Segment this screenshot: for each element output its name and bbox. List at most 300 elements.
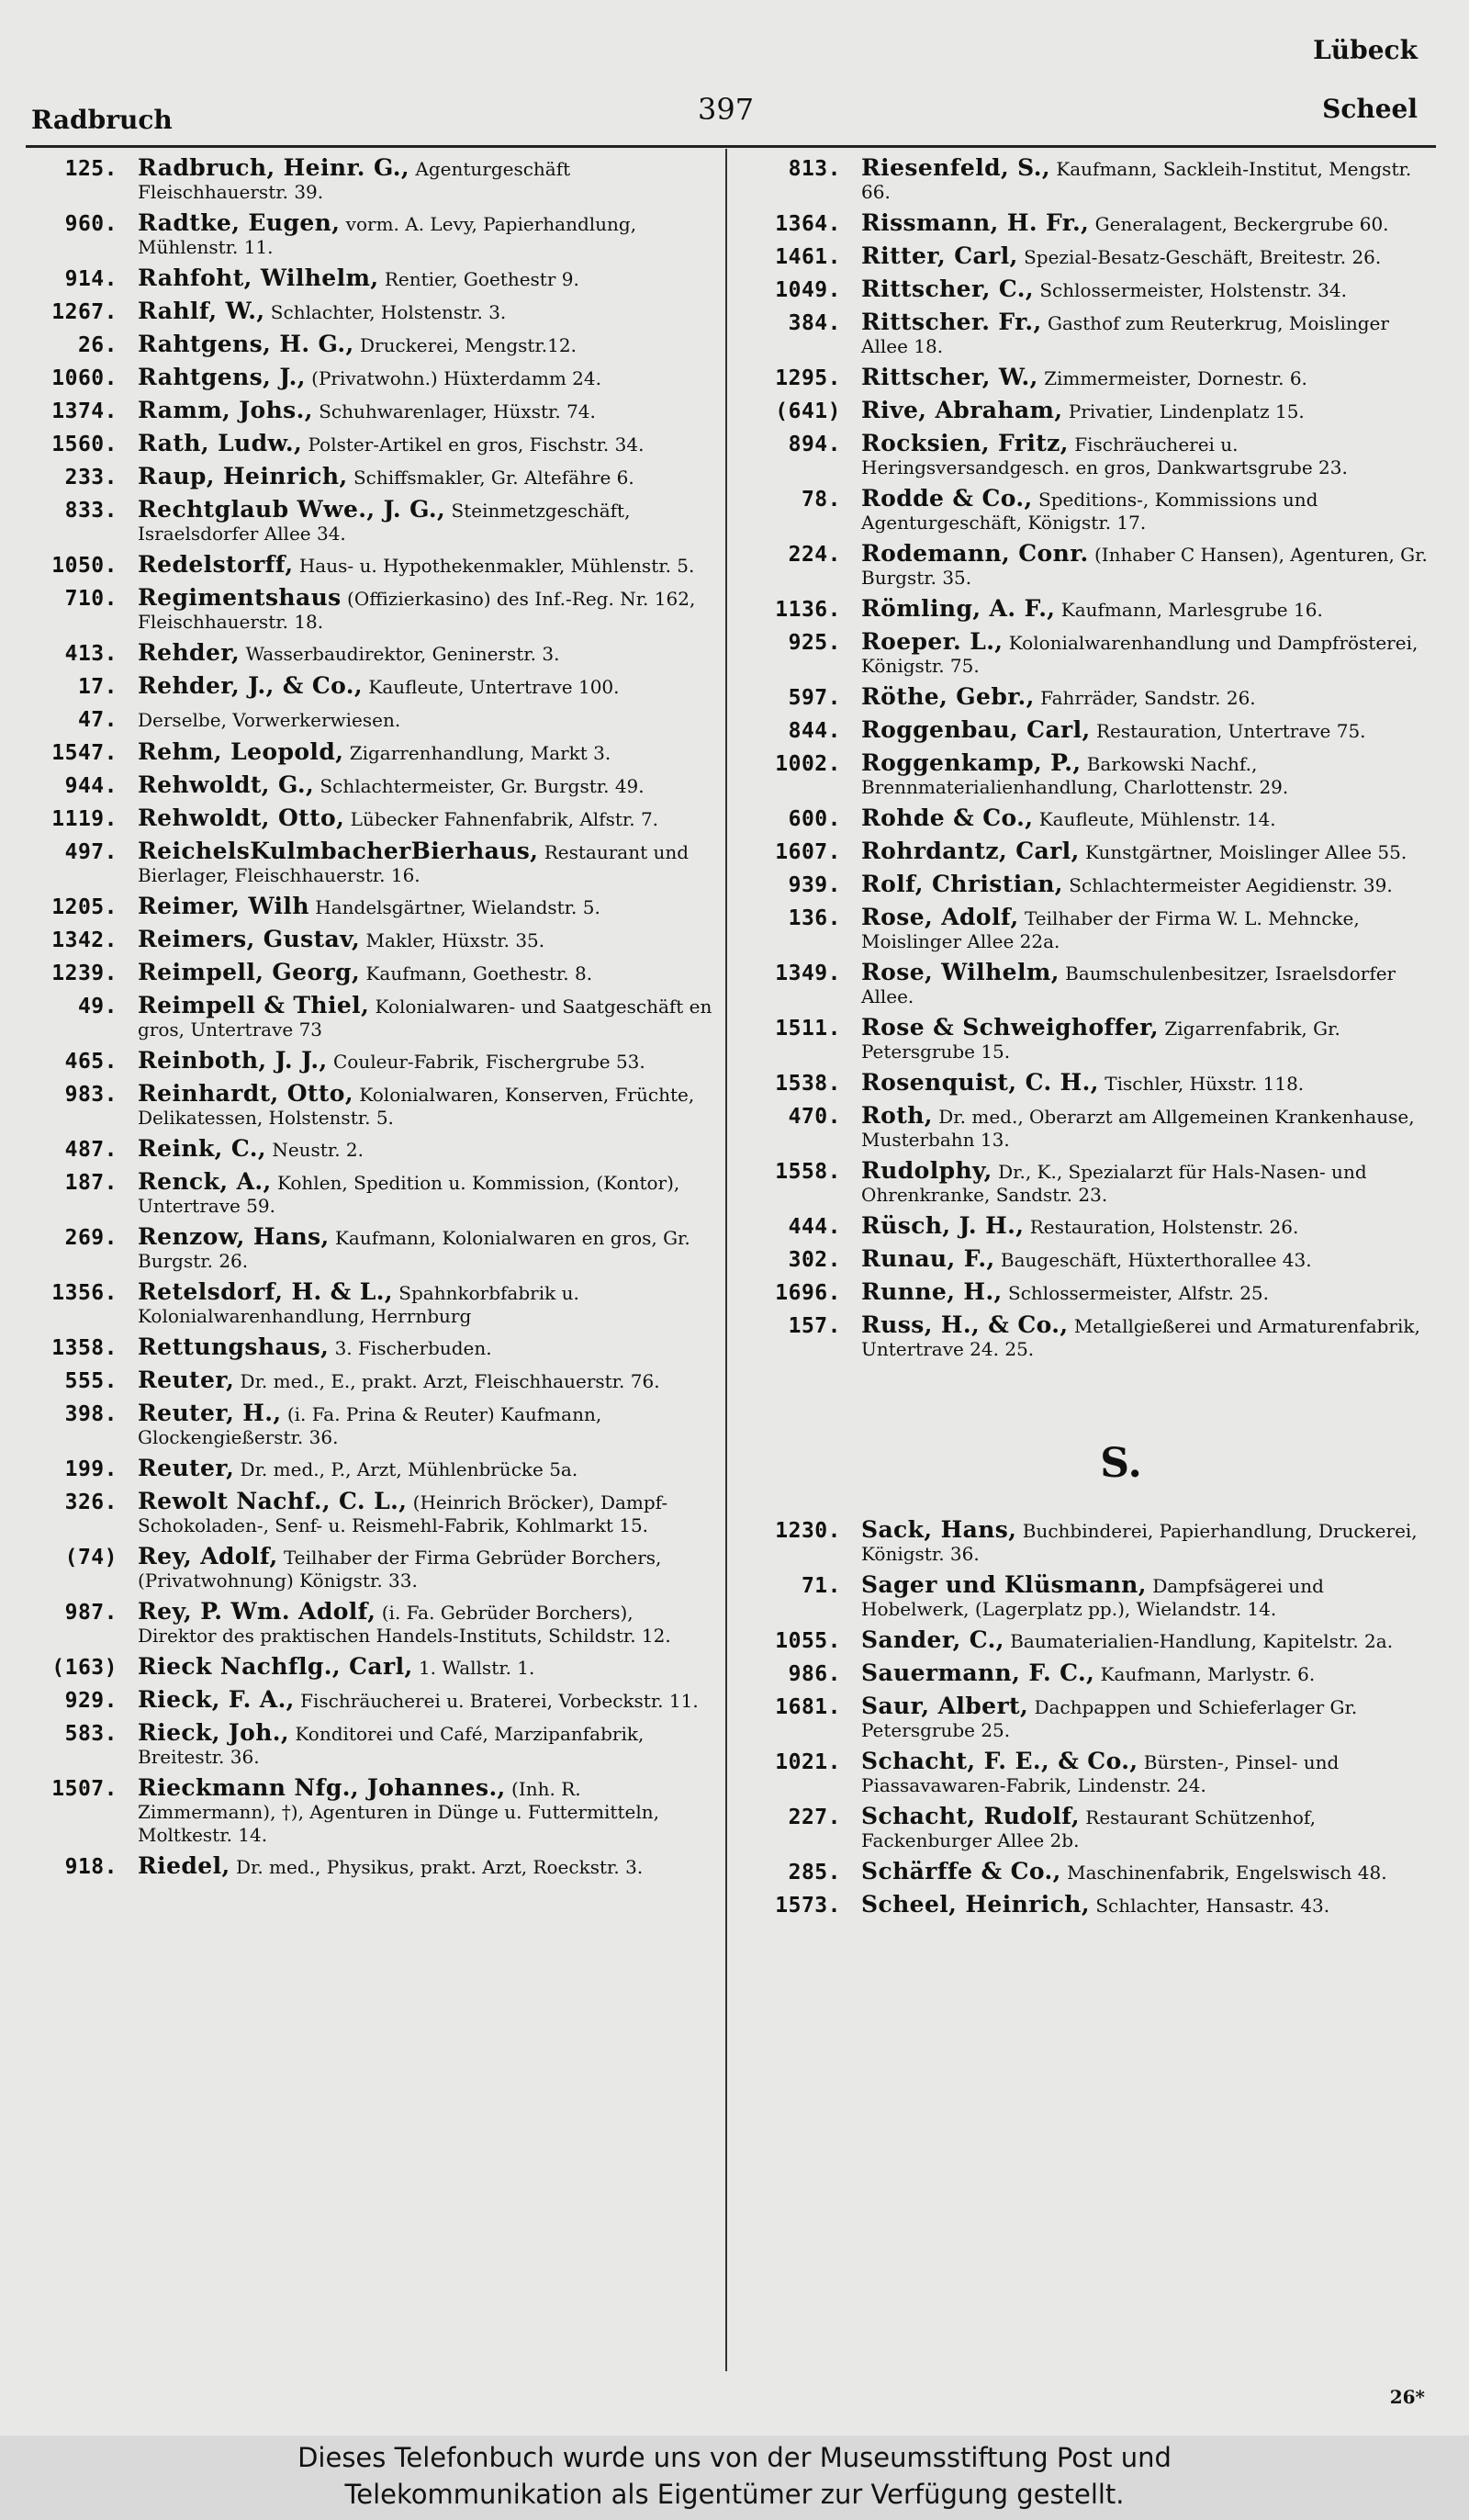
directory-entry — [753, 718, 1434, 744]
header-right-word: Scheel — [1322, 94, 1418, 124]
phone-number: 1239. — [51, 962, 118, 985]
entry-name: Saur, Albert, — [861, 1693, 1029, 1719]
phone-number: 1696. — [775, 1281, 841, 1305]
entry-name: Rehder, J., & Co., — [138, 672, 364, 699]
phone-number: 583. — [64, 1722, 118, 1746]
entry-text — [138, 1401, 714, 1449]
directory-entry — [753, 839, 1434, 865]
phone-number: 1021. — [775, 1750, 841, 1774]
entry-text — [138, 156, 714, 204]
directory-entry — [17, 1170, 714, 1218]
phone-number: 1607. — [775, 840, 841, 864]
entry-description: Spezial-Besatz-Geschäft, Breitestr. 26. — [1024, 246, 1382, 268]
entry-description: Fischräucherei u. Heringsversandgesch. en gros, Dankwartsgrube 23. — [861, 433, 1348, 478]
entry-name: Rettungshaus, — [138, 1333, 330, 1360]
entry-name: Rieck Nachflg., Carl, — [138, 1653, 413, 1680]
entry-description: Kunstgärtner, Moislinger Allee 55. — [1085, 841, 1407, 863]
entry-text — [861, 1071, 1434, 1096]
directory-entry — [17, 1401, 714, 1449]
phone-number: 1349. — [775, 962, 841, 985]
entry-description: Dachpappen und Schieferlager Gr. Petersgrube 25. — [861, 1696, 1358, 1741]
entry-name: Retelsdorf, H. & L., — [138, 1278, 393, 1305]
directory-entry — [753, 1518, 1434, 1566]
entry-name: Raup, Heinrich, — [138, 463, 348, 489]
phone-number: 187. — [64, 1171, 118, 1195]
entry-name: Rahfoht, Wilhelm, — [138, 264, 379, 291]
phone-number: 710. — [64, 587, 118, 611]
entry-text — [861, 751, 1434, 799]
phone-number: 844. — [788, 719, 841, 743]
entry-name: Rewolt Nachf., C. L., — [138, 1488, 408, 1514]
entry-name: Rehwoldt, G., — [138, 771, 315, 798]
directory-entry — [753, 806, 1434, 832]
phone-number: 1060. — [51, 366, 118, 390]
directory-entry — [753, 277, 1434, 303]
directory-entry — [753, 432, 1434, 479]
entry-name: Sack, Hans, — [861, 1516, 1017, 1543]
phone-number: 71. — [801, 1574, 841, 1598]
phone-number: 1547. — [51, 741, 118, 765]
phone-number: 1511. — [775, 1017, 841, 1041]
entry-text — [861, 1214, 1434, 1239]
entry-text — [138, 1170, 714, 1218]
entry-name: Redelstorff, — [138, 551, 294, 578]
directory-entry — [753, 399, 1434, 424]
directory-entry — [753, 487, 1434, 534]
directory-entry — [753, 156, 1434, 204]
entry-text — [861, 310, 1434, 358]
entry-name: Reimpell & Thiel, — [138, 992, 370, 1018]
directory-entry — [17, 498, 714, 546]
entry-description: Dampfsägerei und Hobelwerk, (Lagerplatz pp.), Wielandstr. 14. — [861, 1575, 1324, 1620]
entry-description: Zigarrenhandlung, Markt 3. — [349, 742, 611, 764]
entry-description: Agenturgeschäft Fleischhauerstr. 39. — [138, 158, 571, 203]
entry-name: Rath, Ludw., — [138, 430, 303, 456]
entry-text — [138, 674, 714, 699]
entry-description: Schlachter, Hansastr. 43. — [1095, 1895, 1330, 1917]
entry-name: Schacht, F. E., & Co., — [861, 1748, 1138, 1774]
entry-text — [861, 1247, 1434, 1272]
phone-number: 398. — [64, 1402, 118, 1426]
entry-description: Restaurant Schützenhof, Fackenburger Allee 2b. — [861, 1806, 1316, 1851]
entry-description: Makler, Hüxstr. 35. — [365, 929, 545, 951]
column-divider — [725, 149, 727, 2371]
phone-number: 470. — [788, 1105, 841, 1129]
entry-description: Couleur-Fabrik, Fischergrube 53. — [333, 1051, 645, 1073]
directory-entry — [753, 1280, 1434, 1306]
entry-description: Rentier, Goethestr 9. — [384, 268, 579, 290]
directory-entry — [753, 1071, 1434, 1097]
entry-name: Rieckmann Nfg., Johannes., — [138, 1774, 506, 1801]
entry-description: Privatier, Lindenplatz 15. — [1068, 400, 1305, 422]
entry-text — [861, 1518, 1434, 1566]
phone-number: 986. — [788, 1662, 841, 1686]
entry-name: Schärffe & Co., — [861, 1858, 1061, 1884]
entry-name: Rahtgens, H. G., — [138, 331, 354, 357]
entry-text — [138, 928, 714, 952]
entry-text — [138, 211, 714, 259]
entry-name: Römling, A. F., — [861, 595, 1056, 622]
phone-number: 269. — [64, 1226, 118, 1250]
phone-number: 1049. — [775, 278, 841, 302]
entry-name: Roggenkamp, P., — [861, 749, 1082, 776]
entry-text — [861, 1628, 1434, 1653]
entry-description: Kaufmann, Marlesgrube 16. — [1060, 599, 1323, 621]
phone-number: 600. — [788, 807, 841, 831]
directory-entry — [17, 366, 714, 391]
entry-description: Zigarrenfabrik, Gr. Petersgrube 15. — [861, 1018, 1340, 1063]
entry-text — [138, 1082, 714, 1130]
directory-entry — [753, 1313, 1434, 1361]
phone-number: 1374. — [51, 399, 118, 423]
entry-text — [861, 542, 1434, 590]
phone-number: 1119. — [51, 807, 118, 831]
directory-entry — [753, 597, 1434, 623]
phone-number: 918. — [64, 1855, 118, 1879]
directory-entry — [17, 806, 714, 832]
directory-entry — [753, 961, 1434, 1008]
entry-description: Baumschulenbesitzer, Israelsdorfer Allee. — [861, 962, 1396, 1007]
entry-name: Rodde & Co., — [861, 485, 1033, 512]
phone-number: 555. — [64, 1369, 118, 1393]
entry-name: Radtke, Eugen, — [138, 209, 341, 236]
entry-description: Polster-Artikel en gros, Fischstr. 34. — [308, 433, 645, 456]
phone-number: 1538. — [775, 1072, 841, 1096]
directory-entry — [17, 1600, 714, 1648]
entry-description: Schlossermeister, Holstenstr. 34. — [1039, 279, 1347, 301]
phone-number: 413. — [64, 642, 118, 666]
entry-name: Rüsch, J. H., — [861, 1212, 1025, 1239]
entry-text — [861, 1893, 1434, 1918]
entry-text — [861, 366, 1434, 390]
signature-mark: 26* — [1389, 2386, 1425, 2408]
phone-number: 497. — [64, 840, 118, 864]
directory-entry — [17, 156, 714, 204]
directory-entry — [17, 1490, 714, 1537]
right-column — [753, 156, 1434, 1926]
entry-name: Reuter, H., — [138, 1400, 282, 1426]
directory-entry — [753, 1247, 1434, 1273]
directory-entry — [753, 1694, 1434, 1742]
directory-entry — [17, 1721, 714, 1769]
entry-description: (i. Fa. Gebrüder Borchers), Direktor des praktischen Handels-Instituts, Schildstr. 12. — [138, 1602, 671, 1647]
entry-name: Reink, C., — [138, 1135, 266, 1162]
entry-text — [138, 1655, 714, 1680]
entry-description: Restauration, Untertrave 75. — [1095, 720, 1366, 742]
entry-text — [138, 641, 714, 666]
phone-number: 597. — [788, 686, 841, 710]
entry-name: Rehm, Leopold, — [138, 738, 344, 765]
entry-description: Speditions-, Kommissions und Agenturgeschäft, Königstr. 17. — [861, 489, 1318, 534]
directory-entry — [753, 751, 1434, 799]
directory-entry — [17, 1082, 714, 1130]
entry-name: Rissmann, H. Fr., — [861, 209, 1090, 236]
phone-number: 78. — [801, 488, 841, 512]
entry-name: Rudolphy, — [861, 1157, 992, 1184]
entry-text — [861, 961, 1434, 1008]
entry-description: 1. Wallstr. 1. — [418, 1657, 535, 1679]
entry-description: Dr. med., Physikus, prakt. Arzt, Roeckstr. 3. — [235, 1856, 644, 1878]
entry-description: Kaufmann, Kolonialwaren en gros, Gr. Burgstr. 26. — [138, 1227, 690, 1272]
entry-description: Tischler, Hüxstr. 118. — [1105, 1073, 1305, 1095]
phone-number: (74) — [64, 1546, 118, 1569]
entry-name: Scheel, Heinrich, — [861, 1891, 1090, 1918]
entry-description: Haus- u. Hypothekenmakler, Mühlenstr. 5. — [298, 555, 695, 577]
entry-text — [138, 894, 714, 919]
entry-text — [861, 1749, 1434, 1797]
directory-entry — [753, 1805, 1434, 1852]
entry-text — [138, 1335, 714, 1360]
directory-entry — [753, 310, 1434, 358]
entry-name: Radbruch, Heinr. G., — [138, 154, 410, 181]
entry-description: (Inhaber C Hansen), Agenturen, Gr. Burgstr. 35. — [861, 544, 1428, 589]
entry-name: ReichelsKulmbacherBierhaus, — [138, 838, 539, 864]
entry-text — [138, 839, 714, 887]
directory-entry — [17, 1688, 714, 1714]
entry-name: Rittscher, W., — [861, 364, 1038, 390]
entry-description: Handelsgärtner, Wielandstr. 5. — [315, 896, 600, 918]
entry-text — [861, 1694, 1434, 1742]
directory-entry — [753, 872, 1434, 898]
entry-description: Spahnkorbfabrik u. Kolonialwarenhandlung, Herrnburg — [138, 1282, 579, 1327]
entry-text — [138, 1137, 714, 1162]
entry-text — [861, 487, 1434, 534]
entry-name: Sauermann, F. C., — [861, 1659, 1095, 1686]
directory-entry — [753, 630, 1434, 678]
entry-description: Dr. med., E., prakt. Arzt, Fleischhauerstr. 76. — [240, 1370, 660, 1392]
entry-name: Rahlf, W., — [138, 298, 265, 324]
directory-entry — [17, 1225, 714, 1273]
phone-number: 1002. — [775, 752, 841, 776]
directory-entry — [753, 1661, 1434, 1687]
entry-text — [138, 432, 714, 456]
entry-text — [861, 1573, 1434, 1621]
phone-number: 125. — [64, 157, 118, 181]
page-number: 397 — [698, 92, 755, 127]
entry-text — [138, 553, 714, 578]
entry-text — [861, 1280, 1434, 1305]
entry-text — [861, 1016, 1434, 1063]
entry-name: Riedel, — [138, 1852, 230, 1879]
entry-name: Rehwoldt, Otto, — [138, 804, 345, 831]
entry-name: Sager und Klüsmann, — [861, 1571, 1147, 1598]
entry-description: Fischräucherei u. Braterei, Vorbeckstr. 11. — [300, 1690, 699, 1712]
entry-text — [138, 498, 714, 546]
entry-description: Restaurant und Bierlager, Fleischhauerstr. 16. — [138, 841, 690, 886]
entry-description: Kaufmann, Goethestr. 8. — [365, 962, 593, 984]
entry-text — [861, 156, 1434, 204]
phone-number: 1055. — [775, 1629, 841, 1653]
directory-entry — [753, 1628, 1434, 1654]
directory-entry — [17, 641, 714, 667]
entry-text — [861, 432, 1434, 479]
entry-description: Restauration, Holstenstr. 26. — [1029, 1216, 1299, 1238]
phone-number: 1358. — [51, 1336, 118, 1360]
directory-entry — [17, 1776, 714, 1847]
directory-entry — [17, 1137, 714, 1163]
phone-number: 1342. — [51, 928, 118, 952]
entry-description: Generalagent, Beckergrube 60. — [1094, 213, 1389, 235]
entry-name: Rehder, — [138, 639, 241, 666]
phone-number: 1267. — [51, 300, 118, 324]
entry-name: Regimentshaus — [138, 584, 342, 611]
phone-number: 1050. — [51, 554, 118, 578]
entry-text — [138, 961, 714, 985]
directory-entry — [753, 1749, 1434, 1797]
directory-entry — [753, 685, 1434, 711]
phone-number: 1560. — [51, 433, 118, 456]
entry-description: Kolonialwaren, Konserven, Früchte, Delikatessen, Holstenstr. 5. — [138, 1084, 695, 1129]
entry-description: Derselbe, Vorwerkerwiesen. — [138, 709, 401, 731]
entry-description: Gasthof zum Reuterkrug, Moislinger Allee 18. — [861, 312, 1389, 357]
directory-entry — [753, 1214, 1434, 1240]
entry-text — [861, 1104, 1434, 1152]
entry-description: Schlachter, Holstenstr. 3. — [270, 301, 507, 323]
phone-number: 384. — [788, 311, 841, 335]
phone-number: 1364. — [775, 212, 841, 236]
entry-description: Teilhaber der Firma W. L. Mehncke, Moislinger Allee 22a. — [861, 907, 1360, 952]
entry-text — [861, 1159, 1434, 1207]
entry-text — [138, 1545, 714, 1592]
entry-description: Bürsten-, Pinsel- und Piassavawaren-Fabrik, Lindenstr. 24. — [861, 1751, 1340, 1796]
entry-name: Runau, F., — [861, 1245, 995, 1272]
entry-text — [138, 1457, 714, 1481]
entry-text — [861, 906, 1434, 953]
entry-name: Rittscher, C., — [861, 276, 1034, 302]
entry-description: Konditorei und Café, Marzipanfabrik, Breitestr. 36. — [138, 1723, 645, 1768]
entry-name: Rive, Abraham, — [861, 397, 1063, 423]
entry-text — [861, 1805, 1434, 1852]
directory-entry — [753, 1159, 1434, 1207]
entry-description: Buchbinderei, Papierhandlung, Druckerei, Königstr. 36. — [861, 1520, 1418, 1565]
header-city: Lübeck — [1313, 35, 1418, 65]
entry-name: Rohde & Co., — [861, 804, 1034, 831]
entry-text — [138, 1688, 714, 1713]
phone-number: 1558. — [775, 1160, 841, 1184]
entry-description: vorm. A. Levy, Papierhandlung, Mühlenstr. 11. — [138, 213, 637, 258]
phone-number: 1295. — [775, 366, 841, 390]
phone-number: 960. — [64, 212, 118, 236]
phone-number: 987. — [64, 1601, 118, 1625]
phone-number: 1230. — [775, 1519, 841, 1543]
phone-number: 894. — [788, 433, 841, 456]
phone-number: 326. — [64, 1491, 118, 1514]
phone-number: 157. — [788, 1314, 841, 1338]
phone-number: 487. — [64, 1138, 118, 1162]
entry-name: Rittscher. Fr., — [861, 309, 1042, 335]
phone-number: 1681. — [775, 1695, 841, 1719]
entry-description: Dr., K., Spezialarzt für Hals-Nasen- und Ohrenkranke, Sandstr. 23. — [861, 1161, 1367, 1206]
phone-number: 1461. — [775, 245, 841, 269]
directory-entry — [17, 894, 714, 920]
entry-description: Baumaterialien-Handlung, Kapitelstr. 2a. — [1010, 1630, 1394, 1652]
directory-entry — [17, 674, 714, 700]
entry-text — [138, 1225, 714, 1273]
entry-text — [138, 266, 714, 291]
entry-text — [138, 399, 714, 423]
entry-description: Barkowski Nachf., Brennmaterialienhandlung, Charlottenstr. 29. — [861, 753, 1289, 798]
directory-entry — [17, 740, 714, 766]
directory-entry — [753, 1016, 1434, 1063]
entry-name: Ramm, Johs., — [138, 397, 313, 423]
footer-line-1: Dieses Telefonbuch wurde uns von der Museumsstiftung Post und — [297, 2442, 1172, 2473]
entry-description: Druckerei, Mengstr.12. — [359, 334, 577, 356]
entry-name: Rechtglaub Wwe., J. G., — [138, 496, 446, 523]
phone-number: 925. — [788, 631, 841, 655]
directory-entry — [17, 553, 714, 579]
entry-text — [138, 1600, 714, 1648]
entry-text — [138, 586, 714, 634]
entry-text — [861, 839, 1434, 864]
directory-entry — [17, 994, 714, 1041]
entry-description: Neustr. 2. — [272, 1139, 364, 1161]
entry-description: Wasserbaudirektor, Geninerstr. 3. — [245, 643, 560, 665]
entry-text — [138, 299, 714, 324]
directory-entry — [17, 432, 714, 457]
phone-number: 49. — [77, 995, 118, 1018]
phone-number: 914. — [64, 267, 118, 291]
entry-name: Rey, P. Wm. Adolf, — [138, 1598, 376, 1625]
entry-name: Rose & Schweighoffer, — [861, 1014, 1159, 1041]
entry-name: Rose, Adolf, — [861, 904, 1019, 930]
directory-entry — [753, 244, 1434, 270]
directory-entry — [17, 839, 714, 887]
directory-entry — [17, 399, 714, 424]
phone-number: 233. — [64, 466, 118, 489]
entry-name: Runne, H., — [861, 1278, 1003, 1305]
phone-number: 1205. — [51, 895, 118, 919]
phone-number: 833. — [64, 499, 118, 523]
directory-entry — [17, 1854, 714, 1880]
entry-description: (Heinrich Bröcker), Dampf-Schokoladen-, Senf- u. Reismehl-Fabrik, Kohlmarkt 15. — [138, 1491, 668, 1536]
entry-text — [138, 707, 714, 732]
entry-text — [861, 597, 1434, 622]
entry-name: Renzow, Hans, — [138, 1223, 330, 1250]
entry-text — [138, 1490, 714, 1537]
header-left-word: Radbruch — [31, 105, 173, 135]
entry-description: Baugeschäft, Hüxterthorallee 43. — [1000, 1249, 1312, 1271]
directory-entry — [753, 542, 1434, 590]
entry-description: Kaufmann, Sackleih-Institut, Mengstr. 66. — [861, 158, 1412, 203]
directory-entry — [17, 465, 714, 490]
entry-text — [138, 1776, 714, 1847]
left-column — [17, 156, 714, 1887]
phone-number: 465. — [64, 1050, 118, 1074]
entry-text — [861, 244, 1434, 269]
phone-number: 302. — [788, 1248, 841, 1272]
entry-name: Röthe, Gebr., — [861, 683, 1035, 710]
entry-description: Metallgießerei und Armaturenfabrik, Untertrave 24. 25. — [861, 1315, 1420, 1360]
entry-text — [138, 806, 714, 831]
entry-text — [138, 1049, 714, 1074]
entry-text — [138, 366, 714, 390]
entry-text — [861, 1661, 1434, 1686]
entry-name: Reinhardt, Otto, — [138, 1080, 353, 1107]
entry-description: Schlachtermeister Aegidienstr. 39. — [1069, 874, 1393, 896]
phone-number: 47. — [77, 708, 118, 732]
entry-description: Kolonialwaren- und Saatgeschäft en gros, Untertrave 73 — [138, 996, 712, 1041]
entry-name: Rahtgens, J., — [138, 364, 306, 390]
entry-name: Rieck, F. A., — [138, 1686, 295, 1713]
entry-description: Steinmetzgeschäft, Israelsdorfer Allee 34. — [138, 500, 631, 545]
entry-name: Reinboth, J. J., — [138, 1047, 328, 1074]
entry-description: Dr. med., P., Arzt, Mühlenbrücke 5a. — [240, 1458, 578, 1480]
phone-number: 136. — [788, 906, 841, 930]
entry-text — [861, 399, 1434, 423]
entry-description: Schuhwarenlager, Hüxstr. 74. — [319, 400, 596, 422]
entry-description: Kaufleute, Mühlenstr. 14. — [1038, 808, 1276, 830]
entry-description: Zimmermeister, Dornestr. 6. — [1044, 367, 1307, 389]
